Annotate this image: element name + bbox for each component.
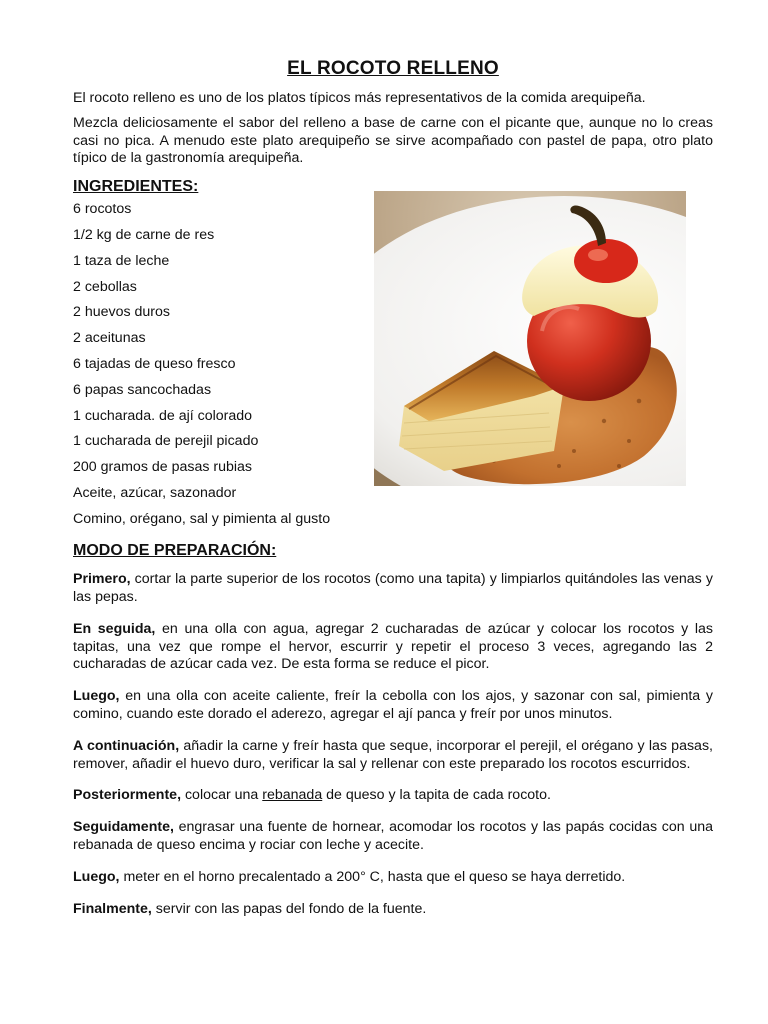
page-title: EL ROCOTO RELLENO <box>287 58 499 79</box>
step-text: colocar una <box>181 787 263 804</box>
step-text: meter en el horno precalentado a 200° C, hasta que el queso se haya derretido. <box>119 868 626 885</box>
ingredient-item: 1 cucharada de perejil picado <box>73 433 259 450</box>
step-text: en una olla con agua, agregar 2 cucharadas de azúcar y colocar los rocotos y las tapitas, una vez que rompe el hervor, escurrir y repetir el proceso 3 veces, agregando las 2 cucharadas de azúcar cada vez. De esta forma se reduce el picor. <box>73 620 713 673</box>
ingredient-item: 1/2 kg de carne de res <box>73 226 215 243</box>
step-lead: En seguida, <box>73 620 156 637</box>
ingredient-item: 6 tajadas de queso fresco <box>73 355 236 372</box>
ingredient-item: 1 cucharada. de ají colorado <box>73 407 253 424</box>
ingredients-heading: INGREDIENTES: <box>73 178 199 196</box>
step-lead: Posteriormente, <box>73 787 182 804</box>
step-lead: A continuación, <box>73 737 180 754</box>
ingredient-item: Comino, orégano, sal y pimienta al gusto <box>73 510 331 527</box>
step-paragraph <box>73 688 713 724</box>
intro-paragraph-2: Mezcla deliciosamente el sabor del relleno a base de carne con el picante que, aunque no lo creas casi no pica. A menudo este plato arequipeño se sirve acompañado con pastel de papa, otro plato típico de la gastronomía arequipeña. <box>73 114 713 167</box>
step-paragraph <box>73 869 713 887</box>
preparation-steps <box>73 571 713 918</box>
step-text: engrasar una fuente de hornear, acomodar los rocotos y las papás cocidas con una rebanada de queso encima y rociar con leche y acecite. <box>73 819 713 853</box>
step-lead: Primero, <box>73 571 131 588</box>
step-lead: Luego, <box>73 868 120 885</box>
ingredient-item: 2 aceitunas <box>73 330 146 347</box>
step-lead: Seguidamente, <box>73 819 174 836</box>
step-paragraph <box>73 738 713 774</box>
step-paragraph <box>73 571 713 607</box>
ingredient-item: 2 cebollas <box>73 278 137 295</box>
ingredient-item: 200 gramos de pasas rubias <box>73 459 253 476</box>
step-text: añadir la carne y freír hasta que seque, incorporar el perejil, el orégano y las pasas, remover, añadir el huevo duro, verificar la sal y rellenar con este preparado los rocotos escurridos. <box>73 737 713 772</box>
step-lead: Finalmente, <box>73 900 152 917</box>
step-lead: Luego, <box>73 688 120 705</box>
ingredients-section <box>73 201 713 541</box>
intro-paragraph-1: El rocoto relleno es uno de los platos típicos más representativos de la comida arequipeña. <box>73 90 646 106</box>
step-text: en una olla con aceite caliente, freír la cebolla con los ajos, y sazonar con sal, pimienta y comino, cuando este dorado el aderezo, agregar el ají panca y freír por unos minutos. <box>73 688 713 722</box>
step-paragraph <box>73 787 713 805</box>
step-text: de queso y la tapita de cada rocoto. <box>322 787 551 804</box>
ingredient-item: 2 huevos duros <box>73 304 171 321</box>
recipe-document <box>73 58 713 932</box>
ingredient-item: 1 taza de leche <box>73 252 170 269</box>
step-paragraph <box>73 819 713 855</box>
ingredient-item: Aceite, azúcar, sazonador <box>73 484 237 501</box>
step-text: servir con las papas del fondo de la fuente. <box>151 900 427 917</box>
ingredient-item: 6 rocotos <box>73 201 132 218</box>
ingredient-item: 6 papas sancochadas <box>73 381 212 398</box>
step-paragraph <box>73 621 713 674</box>
step-text: cortar la parte superior de los rocotos (como una tapita) y limpiarlos quitándoles las venas y las pepas. <box>73 571 713 605</box>
step-underlined-word: rebanada <box>262 787 323 804</box>
rocoto-relleno-photo <box>374 191 686 486</box>
preparation-heading: MODO DE PREPARACIÓN: <box>73 542 277 560</box>
step-paragraph <box>73 901 713 919</box>
